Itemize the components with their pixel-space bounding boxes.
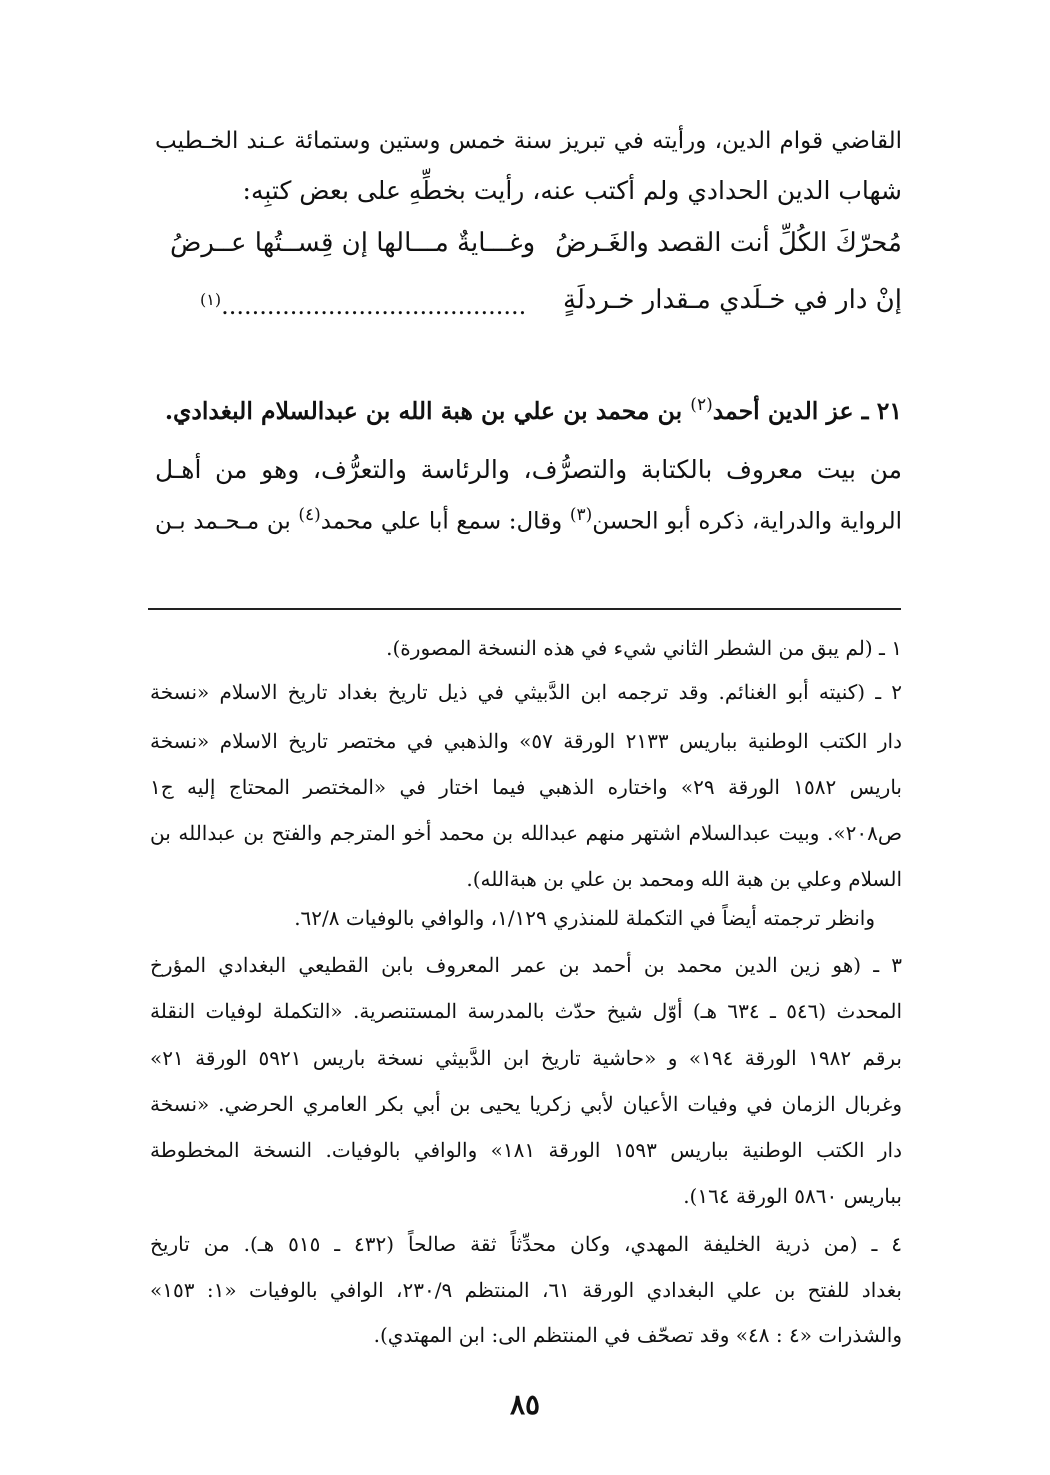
footnote-divider	[148, 608, 901, 610]
verse-hemistich-1b: وغـــايةٌ مـــالها إن قِســتُها عــرضُ	[170, 228, 536, 258]
footnote-ref-2: (٢)	[690, 395, 713, 415]
ellipsis-dots: ........................................	[221, 292, 527, 320]
footnote-2-line-5: السلام وعلي بن هبة الله ومحمد بن علي بن هبةالله).	[466, 867, 902, 891]
footnote-3-line-2: المحدث (٥٤٦ ـ ٦٣٤ هـ) أوّل شيخ حدّث بالمدرسة المستنصرية. «التكملة لوفيات النقلة	[150, 999, 903, 1023]
footnote-3-line-3: برقم ١٩٨٢ الورقة ١٩٤» و «حاشية تاريخ ابن الدَّبيثي نسخة باريس ٥٩٢١ الورقة ٢١»	[150, 1046, 902, 1070]
entry-line-2-part-c: بن مـحـمد بـن	[155, 508, 299, 535]
verse-hemistich-2b	[200, 290, 526, 320]
entry-heading-lineage: بن محمد بن علي بن هبة الله بن عبدالسلام البغدادي.	[164, 396, 691, 425]
intro-line-2: شهاب الدين الحدادي ولم أكتب عنه، رأيت بخطِّهِ على بعض كتبِه:	[242, 176, 902, 205]
entry-heading-name: ٢١ ـ عز الدين أحمد	[712, 396, 902, 425]
page-number: ٨٥	[509, 1388, 541, 1421]
footnote-ref-4: (٤)	[298, 505, 321, 525]
verse-hemistich-2a: إنْ دار في خـلَدي مـقدار خـردلَةٍ	[563, 285, 902, 315]
entry-line-2-part-a: الرواية والدراية، ذكره أبو الحسن	[592, 508, 902, 535]
footnote-4-line-2: بغداد للفتح بن علي البغدادي الورقة ٦١، المنتظم ٢٣٠/٩، الوافي بالوفيات «١: ١٥٣»	[150, 1278, 902, 1302]
entry-line-2-part-b: وقال: سمع أبا علي محمد	[320, 508, 570, 535]
entry-heading	[155, 395, 902, 425]
footnote-2-line-1: ٢ ـ (كنيته أبو الغنائم. وقد ترجمه ابن الدَّبيثي في ذيل تاريخ بغداد تاريخ الاسلام «نسخة	[150, 680, 902, 704]
footnote-ref-3: (٣)	[569, 505, 593, 525]
footnote-2-line-4: ص٢٠٨». وبيت عبدالسلام اشتهر منهم عبدالله بن محمد أخو المترجم والفتح بن عبدالله بن	[150, 821, 902, 845]
verse-hemistich-1a: مُحرّكَ الكُلِّ أنت القصد والغَـرضُ	[555, 228, 902, 258]
intro-line-1: القاضي قوام الدين، ورأيته في تبريز سنة خمس وستين وستمائة عـند الخـطيب	[155, 128, 902, 154]
footnote-2-line-6: وانظر ترجمته أيضاً في التكملة للمنذري ١/١٢٩، والوافي بالوفيات ٦٢/٨.	[294, 906, 875, 930]
footnote-4-line-3: والشذرات «٤ : ٤٨» وقد تصحّف في المنتظم الى: ابن المهتدي).	[373, 1323, 902, 1347]
footnote-2-line-3: باريس ١٥٨٢ الورقة ٢٩» واختاره الذهبي فيما اختار في «المختصر المحتاج إليه ج١	[150, 775, 902, 799]
footnote-3-line-6: بباريس ٥٨٦٠ الورقة ١٦٤).	[683, 1184, 902, 1208]
footnote-1: ١ ـ (لم يبق من الشطر الثاني شيء في هذه النسخة المصورة).	[386, 636, 902, 660]
footnote-3-line-4: وغربال الزمان في وفيات الأعيان لأبي زكريا يحيى بن أبي بكر العامري الحرضي. «نسخة	[150, 1092, 902, 1116]
entry-line-1: من بيت معروف بالكتابة والتصرُّف، والرئاسة والتعرُّف، وهو من أهـل	[155, 455, 902, 484]
footnote-2-line-2: دار الكتب الوطنية بباريس ٢١٣٣ الورقة ٥٧» والذهبي في مختصر تاريخ الاسلام «نسخة	[150, 729, 903, 753]
footnote-ref-1: (١)	[200, 290, 222, 309]
footnote-4-line-1: ٤ ـ (من ذرية الخليفة المهدي، وكان محدِّثاً ثقة صالحاً (٤٣٢ ـ ٥١٥ هـ). من تاريخ	[150, 1232, 902, 1256]
entry-line-2	[155, 505, 902, 535]
footnote-3-line-5: دار الكتب الوطنية بباريس ١٥٩٣ الورقة ١٨١» والوافي بالوفيات. النسخة المخطوطة	[150, 1138, 903, 1162]
footnote-3-line-1: ٣ ـ (هو زين الدين محمد بن أحمد بن عمر المعروف بابن القطيعي البغدادي المؤرخ	[150, 953, 902, 977]
